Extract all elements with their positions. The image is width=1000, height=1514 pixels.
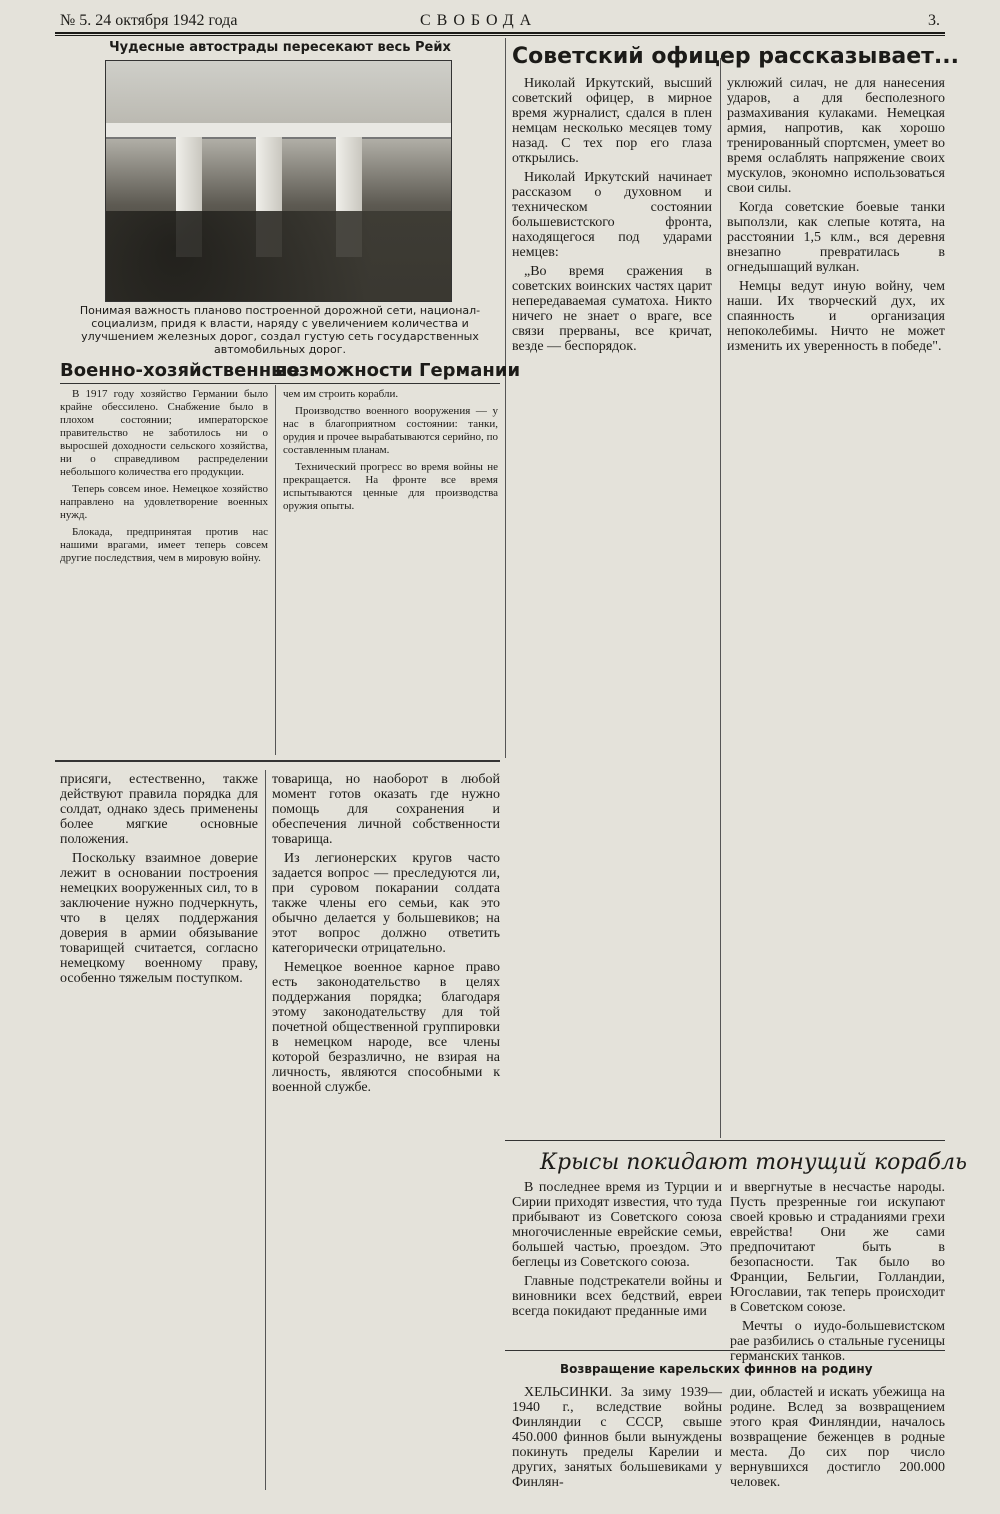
- section-rule: [505, 1140, 945, 1141]
- paragraph: уклюжий силач, не для нанесения ударов, а для бесполезного размахивания кулаками. Немецкая армия, напротив, как хорошо тренированный спортсмен, умеет во время ослаблять напряжение своих мускулов, экономно использоваться свои силы.: [727, 76, 945, 196]
- paragraph: Немцы ведут иную войну, чем наши. Их творческий дух, их спаянность и организация непоколебимы. Ничто не может изменить их уверенность в победе".: [727, 279, 945, 354]
- autobahn-bridge-photo: [105, 60, 452, 302]
- paragraph: Поскольку взаимное доверие лежит в основании построения немецких вооруженных сил, то в заключение нужно подчеркнуть, что в целях поддержания доверия в армии обязывание товарищей считается, согласно немецкому военному праву, особенно тяжелым поступком.: [60, 851, 258, 986]
- paragraph: Производство военного вооружения — у нас в благоприятном состоянии: танки, орудия и прочее вырабатываются серийно, по составленным планам.: [283, 405, 498, 456]
- econ-title-left: Военно-хозяйственные: [60, 360, 300, 381]
- newspaper-name: СВОБОДА: [420, 12, 538, 29]
- paragraph: Теперь совсем иное. Немецкое хозяйство направлено на удовлетворение военных нужд.: [60, 483, 268, 521]
- karelia-column-2: [730, 1385, 945, 1505]
- rats-column-1: [512, 1180, 722, 1345]
- officer-column-2: [727, 76, 945, 1136]
- econ-column-2: [283, 388, 498, 753]
- section-rule: [505, 1350, 945, 1351]
- paragraph: Николай Иркутский, высший советский офицер, в мирное время журналист, сдался в плен немцам несколько месяцев тому назад. С тех пор его глаза открылись.: [512, 76, 712, 166]
- karelia-title: Возвращение карельских финнов на родину: [560, 1362, 873, 1376]
- paragraph: Главные подстрекатели войны и виновники всех бедствий, евреи всегда покидают преданные ими: [512, 1274, 722, 1319]
- econ-column-1: [60, 388, 268, 753]
- paragraph: Николай Иркутский начинает рассказом о духовном и техническом состоянии большевистского фронта, находящегося под ударами немцев:: [512, 170, 712, 260]
- photo-title: Чудесные автострады пересекают весь Рейх: [109, 40, 451, 55]
- paragraph: ХЕЛЬСИНКИ. За зиму 1939—1940 г., вследствие войны Финляндии с СССР, свыше 450.000 финнов были вынуждены покинуть пределы Карелии и других, занятых большевиками у Финлян-: [512, 1385, 722, 1490]
- paragraph: дии, областей и искать убежища на родине. Вслед за возвращением этого края Финляндии, началось возвращение беженцев в родные места. До сих пор число вернувшихся достигло 200.000 человек.: [730, 1385, 945, 1490]
- column-divider: [505, 38, 506, 758]
- paragraph: Немецкое военное карное право есть законодательство в целях поддержания порядка; благодаря этому законодательству для той почетной общественной группировки в немецком народе, все члены которой безразлично, не взирая на личность, являются способными к военной службе.: [272, 960, 500, 1095]
- paragraph: В последнее время из Турции и Сирии приходят известия, что туда прибывают из Советского союза многочисленные еврейские семьи, большей частью, проездом. Это беглецы из Советского союза.: [512, 1180, 722, 1270]
- officer-title: Советский офицер рассказывает...: [512, 44, 959, 69]
- photo-caption: Понимая важность планово построенной дорожной сети, национал-социализм, придя к власти, наряду с увеличением количества и улучшением железных дорог, создал густую сеть государственных автомобильных дорог.: [79, 304, 481, 356]
- econ-title-right: возможности Германии: [275, 360, 521, 381]
- masthead-rule: [55, 32, 945, 34]
- page-number: 3.: [928, 12, 940, 29]
- rats-column-2: [730, 1180, 945, 1364]
- paragraph: Мечты о иудо-большевистском рае разбились о стальные гусеницы германских танков.: [730, 1319, 945, 1364]
- paragraph: чем им строить корабли.: [283, 388, 399, 400]
- paragraph: Когда советские боевые танки выползли, как слепые котята, на расстоянии 1,5 клм., вся деревня внезапно превратилась в огнедышащий вулкан.: [727, 200, 945, 275]
- paragraph: Блокада, предпринятая против нас нашими врагами, имеет теперь совсем другие последствия, чем в мировую войну.: [60, 526, 268, 564]
- paragraph: и ввергнутые в несчастье народы. Пусть презренные гои искупают своей кровью и страданиями грехи еврейства! Они же сами предпочитают быть в безопасности. Так было во Франции, Бельгии, Голландии, Югославии, так теперь происходит в Советском союзе.: [730, 1180, 945, 1315]
- masthead-rule-thin: [55, 35, 945, 36]
- karelia-column-1: [512, 1385, 722, 1505]
- paragraph: товарища, но наоборот в любой момент готов оказать где нужно помощь для сохранения и обеспечения личной собственности товарища.: [272, 772, 500, 847]
- bottom-column-1: [60, 772, 258, 1492]
- bottom-column-2: [272, 772, 500, 1492]
- rats-title: Крысы покидают тонущий корабль: [540, 1150, 967, 1175]
- column-divider: [720, 58, 721, 1138]
- paragraph: В 1917 году хозяйство Германии было крайне обессилено. Снабжение было в плохом состоянии; императорское правительство не заботилось ни о выросшей доходности сельского хозяйства, ни о справедливом распределении небольшого количества его продукции.: [60, 388, 268, 478]
- paragraph: Технический прогресс во время войны не прекращается. На фронте все время испытываются ценные для производства оружия опыты.: [283, 461, 498, 512]
- column-divider: [275, 385, 276, 755]
- section-rule: [55, 760, 500, 762]
- column-divider: [265, 770, 266, 1490]
- paragraph: „Во время сражения в советских воинских частях царит непередаваемая суматоха. Никто ничего не знает о враге, все связи прерваны, все кричат, везде — беспорядок.: [512, 264, 712, 354]
- paragraph: присяги, естественно, также действуют правила порядка для солдат, однако здесь применены более мягкие основные положения.: [60, 772, 258, 847]
- officer-column-1: [512, 76, 712, 1136]
- issue-date: № 5. 24 октября 1942 года: [60, 12, 238, 29]
- econ-title-rule: [60, 383, 500, 384]
- paragraph: Из легионерских кругов часто задается вопрос — преследуются ли, при суровом покарании солдата также члены его семьи, как это обычно делается у большевиков; на этот вопрос должно ответить категорически отрицательно.: [272, 851, 500, 956]
